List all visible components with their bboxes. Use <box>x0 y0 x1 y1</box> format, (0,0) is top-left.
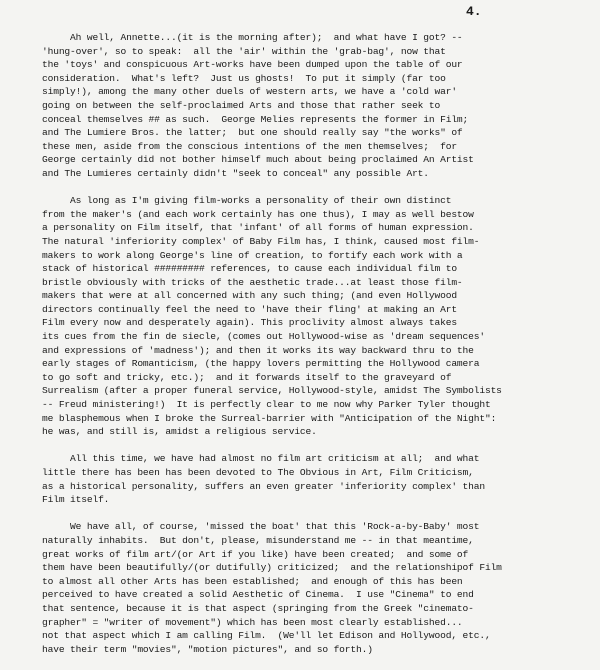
text-line: the 'toys' and conspicuous Art-works have been dumped upon the table of our <box>42 59 463 71</box>
text-line: going on between the self-proclaimed Arts and those that rather seek to <box>42 99 441 111</box>
text-line: makers to work along George's line of creation, to fortify each work with a <box>42 249 463 261</box>
text-line: grapher" = "writer of movement") which has been most clearly established... <box>42 616 463 628</box>
text-line: We have all, of course, 'missed the boat' that this 'Rock-a-by-Baby' most <box>42 521 480 533</box>
text-line: that sentence, because it is that aspect (springing from the Greek "cinemato- <box>42 602 474 614</box>
text-line: Film every now and desperately again). This proclivity almost always takes <box>42 317 457 329</box>
text-line: these men, aside from the conscious intentions of the men themselves; for <box>42 140 457 152</box>
text-line: and The Lumiere Bros. the latter; but one should really say "the works" of <box>42 127 463 139</box>
text-line: great works of film art/(or Art if you like) have been created; and some of <box>42 548 469 560</box>
text-line: The natural 'inferiority complex' of Baby Film has, I think, caused most film- <box>42 235 480 247</box>
text-line: them have been beautifully/(or dutifully) criticized; and the relationshipof Film <box>42 562 502 574</box>
text-line: simply!), among the many other duels of western arts, we have a 'cold war' <box>42 86 457 98</box>
text-line: as a historical personality, suffers an even greater 'inferiority complex' than <box>42 480 485 492</box>
paragraph-4 <box>42 520 590 656</box>
text-line: Film itself. <box>42 494 110 506</box>
text-line: makers that were at all concerned with any such thing; (and even Hollywood <box>42 290 457 302</box>
text-line: to go soft and tricky, etc.); and it forwards itself to the graveyard of <box>42 371 452 383</box>
text-line: little there has been has been devoted to The Obvious in Art, Film Criticism, <box>42 467 474 478</box>
text-line: early stages of Romanticism, (the happy lovers permitting the Hollywood camera <box>42 358 480 370</box>
text-line: directors continually feel the need to 'have their fling' at making an Art <box>42 303 457 315</box>
paragraph-3 <box>42 452 590 506</box>
text-line: stack of historical ######### references, to cause each individual film to <box>42 263 457 275</box>
text-line: perceived to have created a solid Aesthetic of Cinema. I use "Cinema" to end <box>42 589 474 601</box>
document-body <box>42 31 590 670</box>
text-line: he was, and still is, amidst a religious service. <box>42 426 317 438</box>
text-line: and The Lumieres certainly didn't "seek to conceal" any possible Art. <box>42 167 429 179</box>
text-line: to almost all other Arts has been established; and enough of this has been <box>42 575 463 587</box>
text-line: a personality on Film itself, that 'infant' of all forms of human expression. <box>42 222 474 234</box>
text-line: -- Freud ministering!) It is perfectly clear to me now why Parker Tyler thought <box>42 399 491 411</box>
text-line: All this time, we have had almost no film art criticism at all; and what <box>42 453 480 465</box>
text-line: from the maker's (and each work certainly has one thus), I may as well bestow <box>42 208 474 220</box>
text-line: have their term "movies", "motion pictures", and so forth.) <box>42 643 373 655</box>
text-line: As long as I'm giving film-works a personality of their own distinct <box>42 195 452 207</box>
text-line: not that aspect which I am calling Film. (We'll let Edison and Hollywood, etc., <box>42 630 491 642</box>
text-line: its cues from the fin de siecle, (comes out Hollywood-wise as 'dream sequences' <box>42 331 485 343</box>
text-line: Ah well, Annette...(it is the morning after); and what have I got? -- <box>42 32 463 43</box>
text-line: me blasphemous when I broke the Surreal-barrier with "Anticipation of the Night": <box>42 412 497 424</box>
paragraph-2 <box>42 194 590 439</box>
text-line: consideration. What's left? Just us ghosts! To put it simply (far too <box>42 72 446 84</box>
paragraph-1 <box>42 31 590 181</box>
text-line: George certainly did not bother himself much about being proclaimed An Artist <box>42 154 474 166</box>
text-line: naturally inhabits. But don't, please, misunderstand me -- in that meantime, <box>42 534 474 546</box>
text-line: and expressions of 'madness'); and then it works its way backward thru to the <box>42 344 474 356</box>
text-line: bristle obviously with tricks of the aesthetic trade...at least those film- <box>42 276 463 288</box>
text-line: Surrealism (after a proper funeral service, Hollywood-style, amidst The Symbolists <box>42 385 502 397</box>
page-number: 4. <box>466 4 482 19</box>
text-line: 'hung-over', so to speak: all the 'air' within the 'grab-bag', now that <box>42 45 446 57</box>
text-line: conceal themselves ## as such. George Melies represents the former in Film; <box>42 113 469 125</box>
